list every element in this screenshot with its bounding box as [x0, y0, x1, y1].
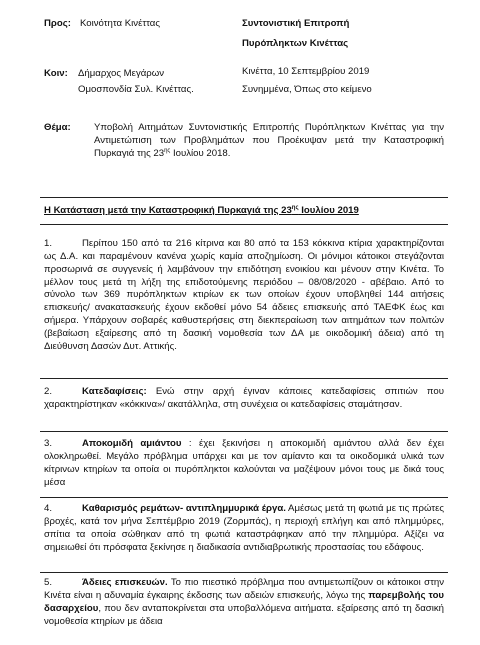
item-text: Ενώ στην αρχή έγιναν κάποιες κατεδαφίσεις σπιτιών που χαρακτηρίστηκαν «κόκκινα»/ ακατάλληλα, στη συνέχεια οι κατεδαφίσεις σταμάτησαν.: [44, 386, 444, 410]
item-title: Αποκομιδή αμιάντου: [82, 438, 182, 449]
item-number: 4.: [44, 503, 53, 514]
divider: [40, 224, 448, 225]
list-item: [44, 238, 444, 354]
item-number: 3.: [44, 438, 53, 449]
item-text: Περίπου 150 από τα 216 κίτρινα και 80 από τα 153 κόκκινα κτίρια χαρακτηρίζονται ως Δ.Α. και παραμένουν κανένα χωρίς καμία αποζημίωση. Οι μόνιμοι κάτοικοι στεγάζονται προσωρινά σε συγγενείς ή λαμβάνουν την επιδότηση ενοικίου και μένουν στην Κινέτα. Το μέλλον τους μετά τη λήξη της επιδοτούμενης περιόδου – 08/08/2020 - αβέβαιο. Από το σύνολο των 369 πυρόπληκτων κτιρίων εκ των οποίων έχουν υποβληθεί 144 αιτήσεις επισκευής/ ανακατασκευής έχουν εκδοθεί μόνο 54 άδειες επισκευής από ΤΑΕΦΚ έως και σήμερα. Υπάρχουν σοβαρές καθυστερήσεις στη διεκπεραίωση των αιτημάτων των πολιτών (βεβαίωση εξαίρεσης από τη δασική νομοθεσία των ΔΑ με οικοδομική άδεια) από τη Διεύθυνση Δασών Δυτ. Αττικής.: [44, 238, 444, 352]
cc-line-1: Δήμαρχος Μεγάρων: [78, 68, 165, 79]
item-text: : έχει ξεκινήσει η αποκομιδή αμιάντου αλλά δεν έχει ολοκληρωθεί. Μεγάλο πρόβλημα υπάρχει και με τον αμίαντο και τα οικοδομικά υλικά των κίτρινων κτηρίων τα οποία οι πυρόπληκτοι καλούνται να μαζέψουν μόνοι τους με δικά τους μέσα: [44, 438, 444, 488]
item-number: 5.: [44, 577, 53, 588]
cc-line-2: Ομοσπονδία Συλ. Κινέττας.: [78, 84, 194, 95]
item-emphasis: παρεμβολής του δασαρχείου: [44, 589, 445, 614]
list-item: [44, 386, 444, 412]
item-text: Το πιο πιεστικό πρόβλημα που αντιμετωπίζουν οι κάτοικοι στην Κινέτα είναι η αδυναμία έγκαιρης έκδοσης των αδειών επισκευής, λόγω της: [44, 577, 444, 601]
divider: [40, 497, 448, 498]
item-title: Καθαρισμός ρεμάτων- αντιπλημμυρικά έργα.: [82, 503, 286, 514]
sender-line-1: Συντονιστική Επιτροπή: [242, 18, 350, 29]
to-value: Κοινότητα Κινέττας: [80, 18, 160, 29]
item-text-end: , που δεν ανταποκρίνεται στα υποβαλλόμενα αιτήματα. εξαίρεσης από τη δασική νομοθεσία κτηρίων με άδεια: [44, 602, 444, 627]
sender-line-2: Πυρόπληκτων Κινέττας: [242, 38, 349, 49]
item-text: Αμέσως μετά τη φωτιά με τις πρώτες βροχές, κατά τον μήνα Σεπτέμβριο 2019 (Ζορμπάς), η περιοχή επλήγη και από πλημμύρες, σπίτια τα οποία σώθηκαν από τη φωτιά καταστράφηκαν από την πλημμύρα. Αξίζει να σημειωθεί ότι πρόσφατα ξεκίνησε η διαδικασία αντιδιαβρωτικής προστασίας του εδάφους.: [44, 503, 444, 553]
divider: [40, 431, 448, 432]
divider: [40, 572, 448, 573]
item-title: Κατεδαφίσεις:: [82, 386, 147, 397]
to-label: Προς:: [44, 18, 71, 29]
item-title: Άδειες επισκευών.: [82, 577, 168, 588]
list-item: [44, 438, 444, 489]
attachments-note: Συνημμένα, Όπως στο κείμενο: [242, 84, 372, 95]
list-item: [44, 577, 444, 628]
list-item: [44, 503, 444, 554]
divider: [40, 378, 448, 379]
letter-date: Κινέττα, 10 Σεπτεμβρίου 2019: [242, 66, 370, 77]
subject-block: [44, 122, 444, 161]
divider: [40, 197, 448, 198]
subject-text: Υποβολή Αιτημάτων Συντονιστικής Επιτροπής Πυρόπληκτων Κινέττας για την Αντιμετώπιση των Προβλημάτων που Προέκυψαν μετά την Καταστροφική Πυρκαγιά της $23^{\eta\varsigma}$ Ιουλίου 2018.: [94, 122, 444, 159]
item-number: 1.: [44, 238, 53, 249]
section-heading: Η Κατάσταση μετά την Καταστροφική Πυρκαγιά της $23^{\eta\varsigma}$ Ιουλίου 2019: [44, 205, 359, 216]
subject-label: Θέμα:: [44, 122, 71, 133]
letter-header: [44, 18, 444, 120]
item-number: 2.: [44, 386, 53, 397]
cc-label: Κοιν:: [44, 68, 68, 79]
